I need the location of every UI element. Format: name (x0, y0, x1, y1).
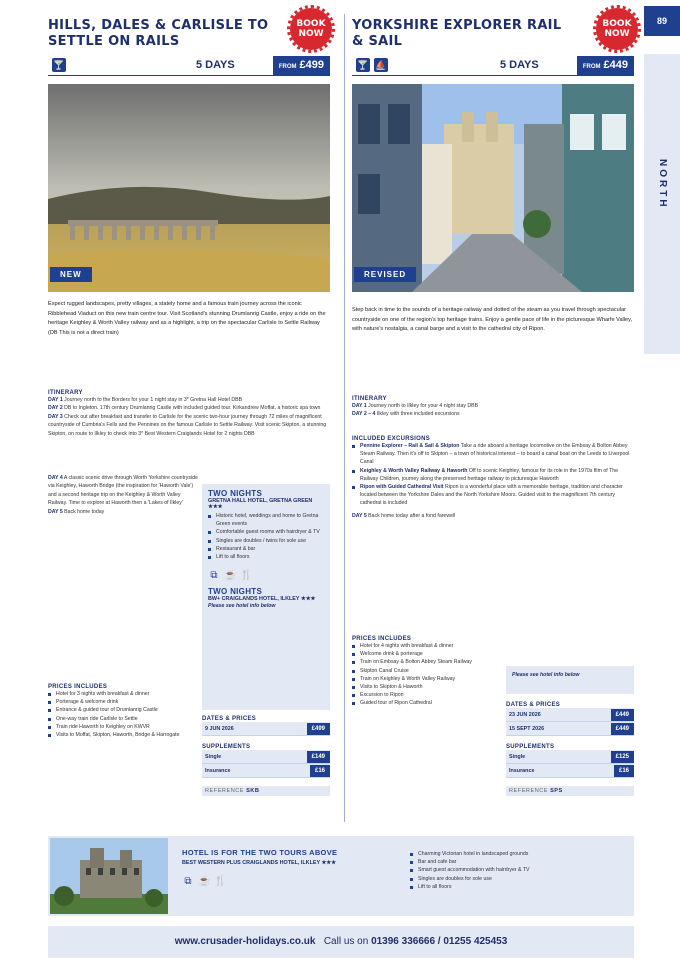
dates-heading: DATES & PRICES (506, 702, 561, 708)
hotel-note-box (506, 666, 634, 694)
excursion-item: Keighley & Worth Valley Railway & Haworth Off to scenic Keighley, famous for its role in the 1970s film of The Railway Children, journey along the preserved heritage railway to picturesque Haworth (352, 467, 634, 483)
itinerary-heading: ITINERARY (352, 396, 387, 402)
hotel-name: BW+ CRAIGLANDS HOTEL, ILKLEY ★★★ (208, 596, 316, 603)
tour-price: FROM £449 (577, 56, 634, 75)
tour-photo-viaduct (48, 84, 330, 292)
excursions-heading: INCLUDED EXCURSIONS (352, 436, 431, 442)
dining-icon: 🍸 (357, 60, 369, 70)
hotel-feature: Restaurant & bar (208, 545, 324, 553)
region-side-tab (644, 54, 680, 354)
itinerary-heading: ITINERARY (48, 390, 83, 396)
facility-icons (182, 871, 392, 889)
itinerary-day: DAY 4 A classic scenic drive through Worth Yorkshire countryside via Keighley, Haworth Bridge (the inspiration for 'Haworth Vale') and a second heritage trip on the Keighley & Worth Valley Railway. Time to explore at Haworth then a 'Lakes of Ilkley' (48, 475, 198, 507)
supplements-heading: SUPPLEMENTS (202, 744, 251, 750)
includes-heading: PRICES INCLUDES (48, 684, 108, 690)
hotel-box (202, 484, 330, 710)
reference: REFERENCE SPS (506, 786, 634, 796)
date-row: 9 JUN 2026 £499 (202, 722, 330, 736)
include-item: Hotel for 3 nights with breakfast & dinner (48, 690, 198, 698)
hotel-feature: Bar and cafe bar (410, 858, 626, 866)
shared-hotel-features (410, 850, 626, 891)
include-item: Train on Embsay & Bolton Abbey Steam Railway (352, 658, 500, 666)
hotel-feature: Charming Victorian hotel in landscaped grounds (410, 850, 626, 858)
date-row: 15 SEPT 2026 £449 (506, 722, 634, 736)
itinerary-day: DAY 1 Journey north to the Borders for your 1 night stay in 3* Gretna Hall Hotel DBB (48, 397, 243, 403)
call-label: Call us on (323, 936, 369, 947)
itinerary (352, 396, 634, 419)
phone-number[interactable]: 01396 336666 / 01255 425453 (371, 936, 508, 947)
viaduct-image (48, 84, 330, 292)
itinerary-cont (48, 474, 198, 516)
tour-hills-dales (48, 0, 340, 794)
included-excursions (352, 436, 634, 520)
hotel-feature: Singles are doubles for sole use (410, 875, 626, 883)
hotel-feature: Singles are doubles / twins for sole use (208, 537, 324, 545)
tour-intro: Step back in time to the sounds of a heritage railway and dotted of the steam as you travel through spectacular countryside on one of the region's top heritage trains. Enjoy a gentle pace of life in the picturesque Wharfe Valley, with nature's nostalgia, a canal barge and a visit to the cathedral city of Ripon. (352, 307, 633, 333)
website-link[interactable]: www.crusader-holidays.co.uk (174, 936, 316, 947)
hotel-heading: TWO NIGHTS (208, 489, 263, 498)
tour-title: HILLS, DALES & CARLISLE TO SETTLE ON RAILS (48, 18, 269, 49)
shared-hotel-name: BEST WESTERN PLUS CRAIGLANDS HOTEL, ILKLEY ★★★ (182, 860, 336, 866)
itinerary-day: DAY 2 DB to Ingleton. 17th century Drumlanrig Castle with included guided tour. Kirkandrew Moffat, a historic spa town (48, 405, 321, 412)
tour-title: YORKSHIRE EXPLORER RAIL & SAIL (352, 18, 562, 49)
itinerary-day: DAY 1 Journey north to Ilkley for your 4 night stay DBB (352, 403, 479, 409)
book-now-badge[interactable]: BOOK NOW (290, 8, 332, 50)
include-item: Visits to Moffat, Skipton, Haworth, Bridge & Harrogate (48, 731, 198, 739)
include-item: Hotel for 4 nights with breakfast & dinner (352, 642, 500, 650)
supplements-heading: SUPPLEMENTS (506, 744, 555, 750)
supplement-row: Insurance £16 (202, 764, 330, 778)
include-item: Entrance & guided tour of Drumlanrig Castle (48, 706, 198, 714)
hotel-feature: Lift to all floors (208, 553, 324, 561)
tour-intro: Expect rugged landscapes, pretty villages, a stately home and a famous train journey across the iconic Ribblehead Viaduct on this new train centre tour. Visit Scotland's stunning Drumlanrig Castle, enjoy a ride on the heritage Keighley & Worth Valley railway and as a highlight, a trip on the spectacular Carlisle to Settle Railway (DB This is not a direct train) (48, 301, 326, 336)
supplement-row: Single £125 (506, 750, 634, 764)
shared-hotel-heading: HOTEL IS FOR THE TWO TOURS ABOVE (182, 848, 338, 857)
include-item: Train on Keighley & Worth Valley Railway (352, 675, 500, 683)
hotel-heading: TWO NIGHTS (208, 587, 263, 597)
tour-yorkshire-explorer (352, 0, 644, 794)
dates-prices (202, 716, 330, 796)
restaurant-icon: 🍴 (240, 570, 253, 582)
dates-heading: DATES & PRICES (202, 716, 257, 722)
supplement-row: Single £149 (202, 750, 330, 764)
hotel-feature: Historic hotel, weddings and home to Gretna Green events (208, 512, 324, 528)
column-divider (344, 14, 345, 822)
footer-contact (48, 926, 634, 958)
hotel-note: Please see hotel info below (512, 672, 580, 678)
restaurant-icon: 🍴 (214, 876, 227, 887)
days-price-bar (352, 56, 634, 76)
itinerary-day: DAY 5 Back home today (48, 508, 105, 515)
hotel-image (50, 838, 168, 914)
include-item: Guided tour of Ripon Cathedral (352, 699, 500, 707)
tour-days: 5 DAYS (196, 59, 235, 71)
excursion-item: Pennine Explorer – Rail & Sail & Skipton Take a ride aboard a heritage locomotive on the Embsay & Bolton Abbey Steam Railway. Then it's off to Skipton – a town of historical interest – to board a canal boat on the Leeds to Liverpool Canal (352, 442, 634, 467)
itinerary-day: DAY 2 – 4 Ilkley with three included excursions (352, 411, 460, 418)
hotel-note: Please see hotel info below (208, 603, 276, 610)
lift-icon: ⧉ (184, 876, 192, 887)
hotel-feature: Comfortable guest rooms with hairdryer & TV (208, 528, 324, 536)
book-now-badge[interactable]: BOOK NOW (596, 8, 638, 50)
supplement-row: Insurance £16 (506, 764, 634, 778)
region-label: NORTH (657, 159, 668, 210)
new-tag: NEW (50, 267, 92, 282)
include-item: Excursion to Ripon (352, 691, 500, 699)
days-price-bar (48, 56, 330, 76)
include-item: Welcome drink & porterage (352, 650, 500, 658)
revised-tag: REVISED (354, 267, 416, 282)
include-item: Visits to Skipton & Haworth (352, 683, 500, 691)
include-item: One-way train ride Carlisle to Settle (48, 715, 198, 723)
boat-icon: ⛵ (375, 60, 387, 70)
dining-icon: 🍸 (53, 60, 65, 70)
hotel-name: GRETNA HALL HOTEL, GRETNA GREEN ★★★ (208, 498, 313, 510)
bar-icon: ☕ (224, 570, 237, 582)
include-item: Skipton Canal Cruise (352, 667, 500, 675)
tour-price: FROM £499 (273, 56, 330, 75)
bar-icon: ☕ (198, 876, 211, 887)
dates-prices (506, 702, 634, 796)
lift-icon: ⧉ (210, 570, 218, 582)
hotel-feature: Smart guest accommodation with hairdryer & TV (410, 866, 626, 874)
itinerary (48, 390, 330, 438)
includes-heading: PRICES INCLUDES (352, 636, 412, 642)
price-includes (48, 684, 198, 739)
include-item: Train ride Haworth to Keighley on KWVR (48, 723, 198, 731)
include-item: Porterage & welcome drink (48, 698, 198, 706)
price-includes (352, 636, 500, 708)
shared-hotel-bar (48, 836, 634, 916)
shared-hotel-info (182, 848, 392, 889)
street-image (352, 84, 634, 292)
tour-photo-street (352, 84, 634, 292)
itinerary-day: DAY 5 Back home today after a fond farewell (352, 512, 456, 519)
date-row: 23 JUN 2026 £449 (506, 708, 634, 722)
reference: REFERENCE SKB (202, 786, 330, 796)
hotel-feature: Lift to all floors (410, 883, 626, 891)
page-number: 89 (644, 6, 680, 36)
tour-days: 5 DAYS (500, 59, 539, 71)
itinerary-day: DAY 3 Check out after breakfast and transfer to Carlisle for the scenic two-hour journey through 72 miles of magnificent countryside of Cumbria's Fells and the Pennines on the famous Carlisle to Settle Railway. Visit scenic Skipton, a stunning Skipton, on route to Ilkley to check into 3* Best Western Craiglands Hotel for 2 nights DBB (48, 413, 327, 437)
facility-icons (208, 565, 324, 583)
excursion-item: Ripon with Guided Cathedral Visit Ripon is a wonderful place with a memorable heritage, tradition and character located between the Yorkshire Dales and the North Yorkshire Moors. Guided visit to the magnificent 7th century cathedral is included (352, 483, 634, 508)
